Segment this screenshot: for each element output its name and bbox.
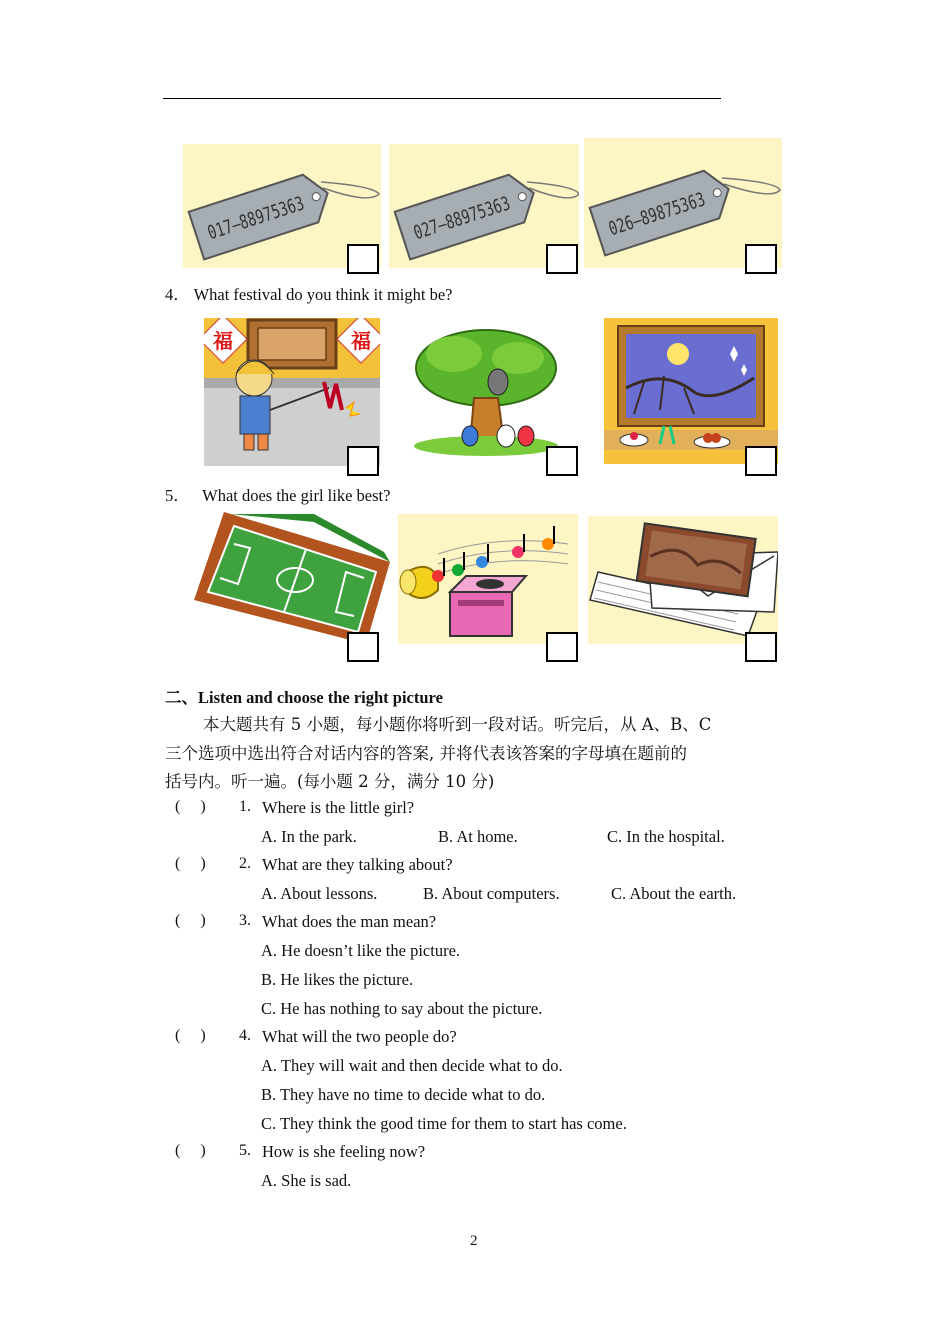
option-c: C. About the earth.	[611, 884, 737, 903]
answer-box-tag-a[interactable]	[347, 244, 379, 274]
music-picture	[398, 514, 578, 644]
answer-box-tag-b[interactable]	[546, 244, 578, 274]
question-text: What will the two people do?	[262, 1027, 457, 1046]
question-text: Where is the little girl?	[262, 798, 415, 817]
answer-box-like-a[interactable]	[347, 632, 379, 662]
spring-festival-picture	[204, 318, 380, 466]
question-text: What does the man mean?	[262, 912, 437, 931]
option-b: B. They have no time to decide what to do.	[261, 1085, 546, 1104]
mid-autumn-picture	[604, 318, 778, 464]
answer-paren[interactable]: ( )	[175, 912, 206, 929]
question-number: 2.	[239, 855, 251, 872]
option-b: B. He likes the picture.	[261, 970, 414, 989]
option-a: A. He doesn’t like the picture.	[261, 941, 461, 960]
option-b: B. About computers.	[423, 884, 560, 903]
page-number: 2	[470, 1233, 478, 1249]
postcard-picture	[588, 516, 778, 644]
instructions-line-1: 本大题共有 5 小题，每小题你将听到一段对话。听完后，从 A、B、C	[203, 715, 712, 734]
answer-paren[interactable]: ( )	[175, 798, 206, 815]
question-number: 5.	[239, 1142, 251, 1159]
instructions-line-2: 三个选项中选出符合对话内容的答案, 并将代表该答案的字母填在题前的	[165, 744, 687, 763]
answer-paren[interactable]: ( )	[175, 1142, 206, 1159]
tag-number-b: 027—88975363	[411, 180, 549, 245]
question-5-label: 5． What does the girl like best?	[165, 486, 391, 505]
answer-box-like-b[interactable]	[546, 632, 578, 662]
couplet-char-left: 福	[213, 329, 233, 353]
answer-box-festival-c[interactable]	[745, 446, 777, 476]
football-field-picture	[194, 512, 390, 644]
option-c: C. In the hospital.	[607, 827, 725, 846]
question-text: What are they talking about?	[262, 855, 453, 874]
tag-number-a: 017—88975363	[205, 180, 343, 245]
instructions-line-3: 括号内。听一遍。(每小题 2 分，满分 10 分)	[165, 772, 495, 791]
easter-picture	[406, 318, 564, 456]
option-a: A. In the park.	[261, 827, 357, 846]
option-a: A. About lessons.	[261, 884, 378, 903]
option-c: C. He has nothing to say about the picture.	[261, 999, 543, 1018]
question-number: 4.	[239, 1027, 251, 1044]
answer-box-festival-b[interactable]	[546, 446, 578, 476]
answer-box-tag-c[interactable]	[745, 244, 777, 274]
section-2-heading: 二、Listen and choose the right picture	[165, 688, 443, 707]
answer-paren[interactable]: ( )	[175, 1027, 206, 1044]
question-number: 1.	[239, 798, 251, 815]
option-a: A. She is sad.	[261, 1171, 352, 1190]
option-a: A. They will wait and then decide what to do.	[261, 1056, 563, 1075]
top-rule	[163, 98, 721, 99]
question-number: 3.	[239, 912, 251, 929]
option-c: C. They think the good time for them to start has come.	[261, 1114, 627, 1133]
answer-paren[interactable]: ( )	[175, 855, 206, 872]
tag-number-c: 026—89875363	[606, 176, 744, 241]
answer-box-like-c[interactable]	[745, 632, 777, 662]
option-b: B. At home.	[438, 827, 518, 846]
question-4-label: 4． What festival do you think it might be?	[165, 285, 453, 304]
question-text: How is she feeling now?	[262, 1142, 426, 1161]
couplet-char-right: 福	[351, 329, 371, 353]
answer-box-festival-a[interactable]	[347, 446, 379, 476]
